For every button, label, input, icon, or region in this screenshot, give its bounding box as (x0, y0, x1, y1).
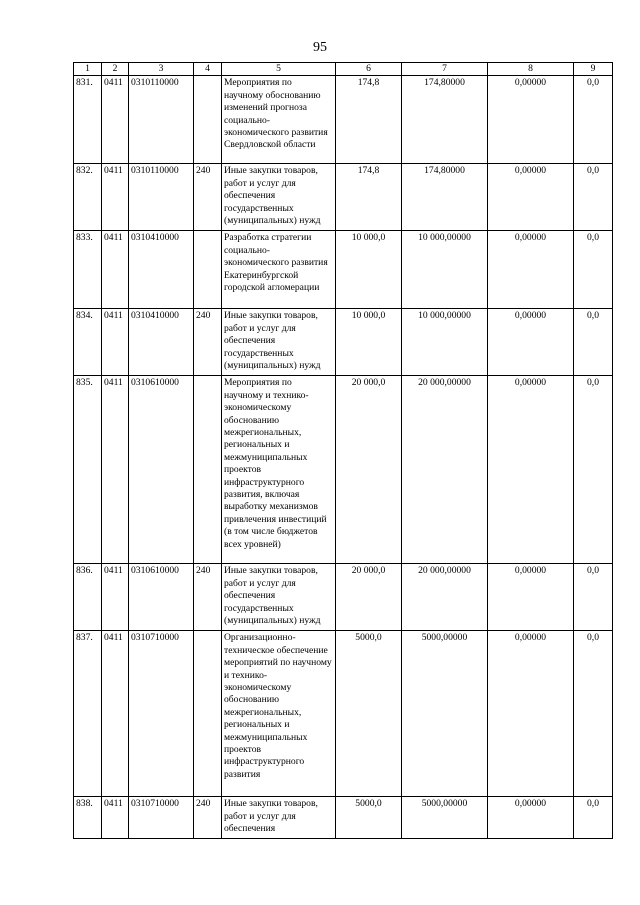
table-row (74, 309, 613, 376)
amount-col9: 0,0 (574, 76, 613, 164)
row-number: 836. (74, 564, 102, 631)
target-article-code: 0310710000 (129, 797, 194, 838)
budget-table (73, 62, 613, 839)
col-header: 3 (129, 63, 194, 76)
item-name: Разработка стратегии социально-экономического развития Екатеринбургской городской агломерации (222, 231, 336, 309)
table-row (74, 564, 613, 631)
row-number: 835. (74, 376, 102, 564)
amount-col8: 0,00000 (488, 231, 574, 309)
item-name: Организационно-техническое обеспечение мероприятий по научному и технико-экономическому обоснованию межрегиональных, региональных и межмуниципальных проектов инфраструктурного развития (222, 631, 336, 797)
target-article-code: 0310610000 (129, 564, 194, 631)
amount-col6: 5000,0 (336, 631, 402, 797)
amount-col9: 0,0 (574, 631, 613, 797)
target-article-code: 0310410000 (129, 309, 194, 376)
item-name: Иные закупки товаров, работ и услуг для обеспечения государственных (муниципальных) нужд (222, 309, 336, 376)
amount-col9: 0,0 (574, 376, 613, 564)
amount-col9: 0,0 (574, 797, 613, 838)
target-article-code: 0310110000 (129, 76, 194, 164)
expense-type-code (194, 76, 222, 164)
section-code: 0411 (102, 309, 129, 376)
col-header: 9 (574, 63, 613, 76)
section-code: 0411 (102, 564, 129, 631)
col-header: 1 (74, 63, 102, 76)
row-number: 838. (74, 797, 102, 838)
amount-col6: 10 000,0 (336, 309, 402, 376)
section-code: 0411 (102, 164, 129, 231)
amount-col8: 0,00000 (488, 564, 574, 631)
amount-col6: 5000,0 (336, 797, 402, 838)
expense-type-code (194, 631, 222, 797)
amount-col8: 0,00000 (488, 309, 574, 376)
amount-col7: 174,80000 (402, 76, 488, 164)
amount-col6: 20 000,0 (336, 564, 402, 631)
amount-col6: 20 000,0 (336, 376, 402, 564)
amount-col9: 0,0 (574, 564, 613, 631)
expense-type-code (194, 231, 222, 309)
item-name: Иные закупки товаров, работ и услуг для обеспечения (222, 797, 336, 838)
amount-col7: 174,80000 (402, 164, 488, 231)
amount-col8: 0,00000 (488, 631, 574, 797)
table-row (74, 797, 613, 838)
amount-col6: 174,8 (336, 164, 402, 231)
item-name: Мероприятия по научному и технико-экономическому обоснованию межрегиональных, региональных и межмуниципальных проектов инфраструктурного развития, включая выработку механизмов привлечения инвестиций (в том числе бюджетов всех уровней) (222, 376, 336, 564)
page-number: 95 (313, 40, 327, 55)
amount-col9: 0,0 (574, 231, 613, 309)
amount-col8: 0,00000 (488, 76, 574, 164)
col-header: 4 (194, 63, 222, 76)
amount-col8: 0,00000 (488, 376, 574, 564)
table-row (74, 231, 613, 309)
row-number: 832. (74, 164, 102, 231)
target-article-code: 0310710000 (129, 631, 194, 797)
row-number: 837. (74, 631, 102, 797)
amount-col7: 20 000,00000 (402, 376, 488, 564)
amount-col8: 0,00000 (488, 164, 574, 231)
amount-col9: 0,0 (574, 309, 613, 376)
expense-type-code: 240 (194, 564, 222, 631)
table-row (74, 76, 613, 164)
expense-type-code: 240 (194, 164, 222, 231)
row-number: 834. (74, 309, 102, 376)
target-article-code: 0310110000 (129, 164, 194, 231)
target-article-code: 0310410000 (129, 231, 194, 309)
item-name: Иные закупки товаров, работ и услуг для обеспечения государственных (муниципальных) нужд (222, 564, 336, 631)
col-header: 2 (102, 63, 129, 76)
col-header: 5 (222, 63, 336, 76)
row-number: 833. (74, 231, 102, 309)
expense-type-code: 240 (194, 797, 222, 838)
section-code: 0411 (102, 631, 129, 797)
section-code: 0411 (102, 797, 129, 838)
item-name: Мероприятия по научному обоснованию изменений прогноза социально-экономического развития Свердловской области (222, 76, 336, 164)
amount-col7: 20 000,00000 (402, 564, 488, 631)
amount-col7: 5000,00000 (402, 797, 488, 838)
item-name: Иные закупки товаров, работ и услуг для обеспечения государственных (муниципальных) нужд (222, 164, 336, 231)
amount-col6: 174,8 (336, 76, 402, 164)
section-code: 0411 (102, 76, 129, 164)
col-header: 6 (336, 63, 402, 76)
table-row (74, 376, 613, 564)
expense-type-code: 240 (194, 309, 222, 376)
header-row (74, 63, 613, 76)
expense-type-code (194, 376, 222, 564)
amount-col7: 5000,00000 (402, 631, 488, 797)
col-header: 8 (488, 63, 574, 76)
amount-col9: 0,0 (574, 164, 613, 231)
target-article-code: 0310610000 (129, 376, 194, 564)
amount-col7: 10 000,00000 (402, 309, 488, 376)
table-row (74, 164, 613, 231)
amount-col8: 0,00000 (488, 797, 574, 838)
section-code: 0411 (102, 376, 129, 564)
section-code: 0411 (102, 231, 129, 309)
amount-col6: 10 000,0 (336, 231, 402, 309)
col-header: 7 (402, 63, 488, 76)
row-number: 831. (74, 76, 102, 164)
amount-col7: 10 000,00000 (402, 231, 488, 309)
table-row (74, 631, 613, 797)
